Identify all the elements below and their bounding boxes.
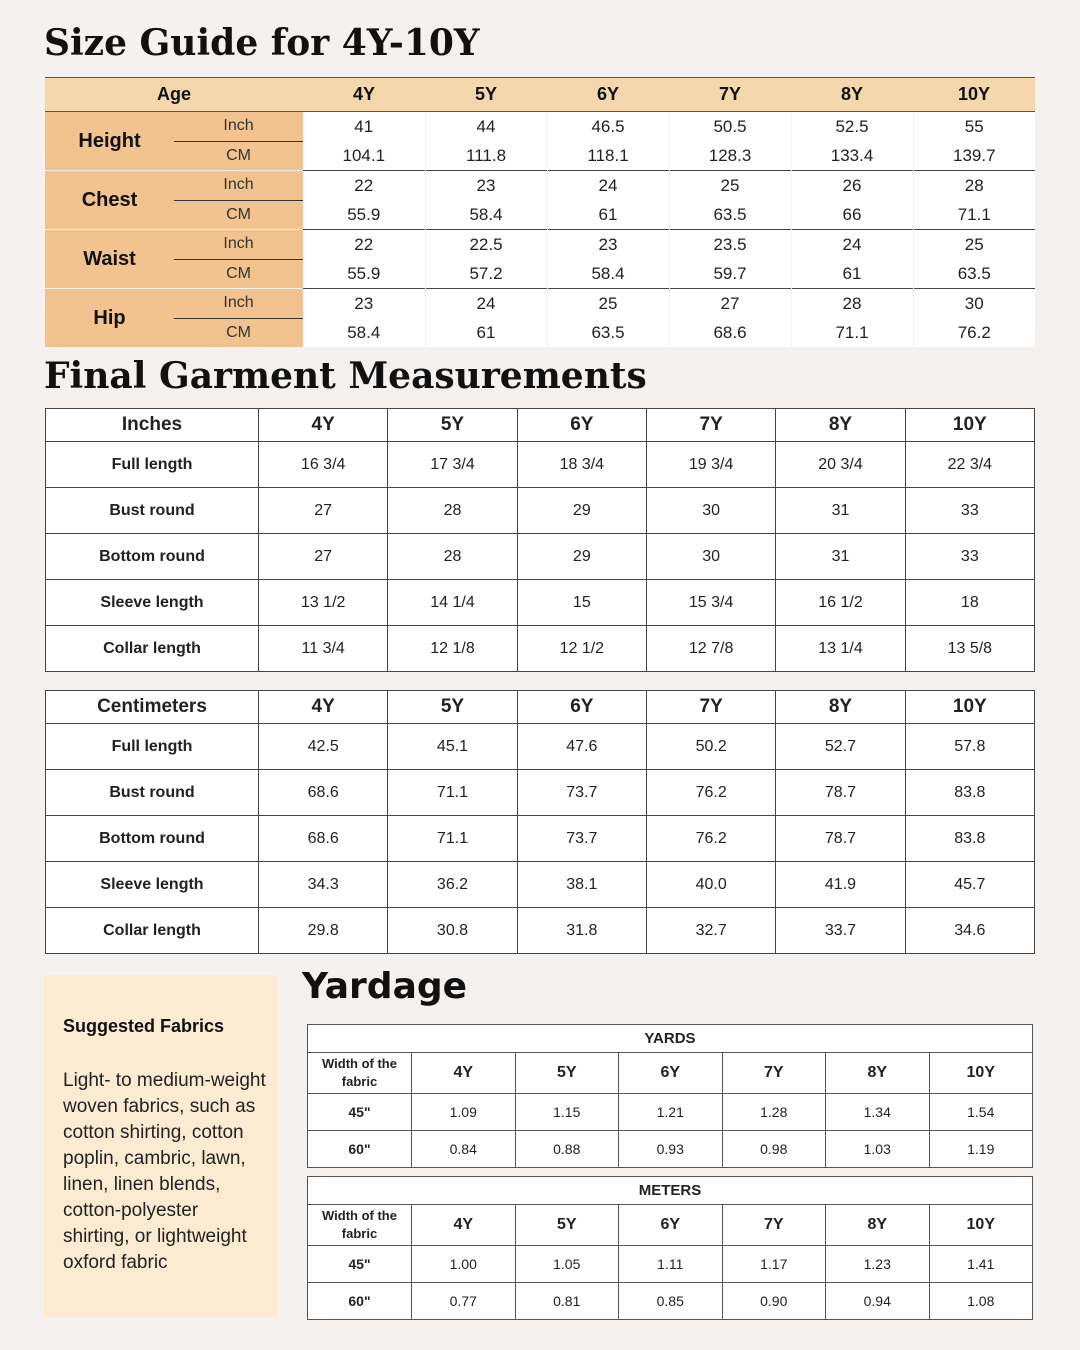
- table-row: [308, 1094, 1033, 1131]
- yardage-meters-table: [307, 1176, 1033, 1320]
- table-cell: 25: [669, 171, 791, 201]
- table-cell: 71.1: [388, 816, 517, 862]
- table-cell: 46.5: [547, 112, 669, 142]
- garment-centimeters-table: [45, 690, 1035, 954]
- size-row-chest-inch: [45, 171, 1035, 201]
- table-cell: 25: [913, 230, 1035, 260]
- table-cell: 52.7: [776, 724, 905, 770]
- table-cell: 23.5: [669, 230, 791, 260]
- table-cell: 24: [791, 230, 913, 260]
- size-header-6Y: 6Y: [619, 1205, 723, 1246]
- table-cell: 20 3/4: [776, 442, 905, 488]
- size-row-waist-inch: [45, 230, 1035, 260]
- size-header-10Y: 10Y: [929, 1205, 1033, 1246]
- measure-label-hip: Hip: [45, 289, 174, 348]
- table-cell: 27: [669, 289, 791, 319]
- table-cell: 27: [259, 534, 388, 580]
- table-cell: 1.28: [722, 1094, 826, 1131]
- size-header-5Y: 5Y: [515, 1053, 619, 1094]
- table-cell: 128.3: [669, 141, 791, 171]
- table-cell: 23: [547, 230, 669, 260]
- size-header-5Y: 5Y: [425, 78, 547, 112]
- table-row: [46, 816, 1035, 862]
- table-cell: 31: [776, 488, 905, 534]
- table-header-row: [46, 691, 1035, 724]
- table-row: [46, 770, 1035, 816]
- table-cell: 16 3/4: [259, 442, 388, 488]
- table-cell: 57.2: [425, 259, 547, 289]
- table-cell: 23: [303, 289, 425, 319]
- caption-row: [308, 1025, 1033, 1053]
- row-label: Full length: [46, 724, 259, 770]
- table-cell: 22: [303, 230, 425, 260]
- fabric-width-label: 60": [308, 1131, 412, 1168]
- table-cell: 104.1: [303, 141, 425, 171]
- table-cell: 118.1: [547, 141, 669, 171]
- unit-cm-label: CM: [174, 200, 303, 230]
- table-cell: 83.8: [905, 770, 1034, 816]
- table-cell: 78.7: [776, 770, 905, 816]
- row-label: Collar length: [46, 908, 259, 954]
- table-cell: 1.11: [619, 1246, 723, 1283]
- table-cell: 1.34: [826, 1094, 930, 1131]
- table-cell: 71.1: [388, 770, 517, 816]
- table-cell: 22 3/4: [905, 442, 1034, 488]
- table-row: [46, 724, 1035, 770]
- size-header-5Y: 5Y: [515, 1205, 619, 1246]
- table-cell: 61: [547, 200, 669, 230]
- table-cell: 58.4: [425, 200, 547, 230]
- table-cell: 40.0: [646, 862, 775, 908]
- table-cell: 28: [388, 534, 517, 580]
- table-cell: 0.94: [826, 1283, 930, 1320]
- table-cell: 24: [425, 289, 547, 319]
- age-header: Age: [45, 78, 303, 112]
- table-cell: 13 1/2: [259, 580, 388, 626]
- table-cell: 76.2: [913, 318, 1035, 347]
- inches-unit-header: Inches: [46, 409, 259, 442]
- table-cell: 22.5: [425, 230, 547, 260]
- table-cell: 0.81: [515, 1283, 619, 1320]
- table-cell: 50.5: [669, 112, 791, 142]
- size-header-6Y: 6Y: [619, 1053, 723, 1094]
- table-cell: 1.03: [826, 1131, 930, 1168]
- yardage-title: Yardage: [302, 966, 468, 1007]
- table-cell: 30: [913, 289, 1035, 319]
- final-garment-title: Final Garment Measurements: [44, 355, 647, 397]
- table-cell: 15: [517, 580, 646, 626]
- size-row-chest-cm: [45, 200, 1035, 230]
- table-cell: 78.7: [776, 816, 905, 862]
- table-cell: 24: [547, 171, 669, 201]
- table-cell: 1.08: [929, 1283, 1033, 1320]
- size-header-4Y: 4Y: [412, 1205, 516, 1246]
- table-cell: 17 3/4: [388, 442, 517, 488]
- caption-row: [308, 1177, 1033, 1205]
- size-header-10Y: 10Y: [905, 691, 1034, 724]
- table-cell: 61: [791, 259, 913, 289]
- table-cell: 18 3/4: [517, 442, 646, 488]
- table-cell: 15 3/4: [646, 580, 775, 626]
- table-cell: 68.6: [669, 318, 791, 347]
- size-header-5Y: 5Y: [388, 409, 517, 442]
- table-cell: 61: [425, 318, 547, 347]
- table-header-row: [308, 1205, 1033, 1246]
- table-cell: 66: [791, 200, 913, 230]
- unit-inch-label: Inch: [174, 171, 303, 201]
- table-cell: 32.7: [646, 908, 775, 954]
- size-row-waist-cm: [45, 259, 1035, 289]
- yards-caption: YARDS: [308, 1025, 1033, 1053]
- table-cell: 27: [259, 488, 388, 534]
- table-cell: 57.8: [905, 724, 1034, 770]
- table-cell: 1.15: [515, 1094, 619, 1131]
- table-row: [46, 442, 1035, 488]
- width-of-fabric-header: Width of the fabric: [308, 1205, 412, 1246]
- unit-inch-label: Inch: [174, 112, 303, 142]
- measure-label-height: Height: [45, 112, 174, 171]
- table-row: [308, 1246, 1033, 1283]
- table-cell: 0.85: [619, 1283, 723, 1320]
- table-header-row: [46, 409, 1035, 442]
- suggested-fabrics-title: Suggested Fabrics: [63, 1016, 225, 1036]
- unit-cm-label: CM: [174, 318, 303, 347]
- table-row: [308, 1131, 1033, 1168]
- table-cell: 29: [517, 488, 646, 534]
- table-cell: 30: [646, 534, 775, 580]
- table-cell: 58.4: [547, 259, 669, 289]
- row-label: Collar length: [46, 626, 259, 672]
- width-of-fabric-header: Width of the fabric: [308, 1053, 412, 1094]
- table-cell: 0.88: [515, 1131, 619, 1168]
- table-cell: 11 3/4: [259, 626, 388, 672]
- table-cell: 1.00: [412, 1246, 516, 1283]
- size-header-4Y: 4Y: [303, 78, 425, 112]
- size-header-8Y: 8Y: [776, 409, 905, 442]
- size-header-10Y: 10Y: [905, 409, 1034, 442]
- table-cell: 13 1/4: [776, 626, 905, 672]
- row-label: Bottom round: [46, 534, 259, 580]
- table-cell: 71.1: [791, 318, 913, 347]
- table-row: [46, 580, 1035, 626]
- table-cell: 31: [776, 534, 905, 580]
- unit-inch-label: Inch: [174, 230, 303, 260]
- size-header-10Y: 10Y: [929, 1053, 1033, 1094]
- table-cell: 33: [905, 534, 1034, 580]
- table-cell: 36.2: [388, 862, 517, 908]
- table-cell: 33.7: [776, 908, 905, 954]
- table-cell: 0.84: [412, 1131, 516, 1168]
- table-cell: 14 1/4: [388, 580, 517, 626]
- table-cell: 52.5: [791, 112, 913, 142]
- row-label: Sleeve length: [46, 580, 259, 626]
- table-cell: 38.1: [517, 862, 646, 908]
- size-header-6Y: 6Y: [547, 78, 669, 112]
- table-cell: 1.41: [929, 1246, 1033, 1283]
- size-header-5Y: 5Y: [388, 691, 517, 724]
- table-cell: 29: [517, 534, 646, 580]
- table-cell: 47.6: [517, 724, 646, 770]
- table-cell: 19 3/4: [646, 442, 775, 488]
- table-cell: 1.17: [722, 1246, 826, 1283]
- table-cell: 45.7: [905, 862, 1034, 908]
- size-header-10Y: 10Y: [913, 78, 1035, 112]
- table-cell: 139.7: [913, 141, 1035, 171]
- table-cell: 1.05: [515, 1246, 619, 1283]
- table-cell: 41: [303, 112, 425, 142]
- table-cell: 44: [425, 112, 547, 142]
- row-label: Sleeve length: [46, 862, 259, 908]
- table-cell: 26: [791, 171, 913, 201]
- size-header-8Y: 8Y: [826, 1053, 930, 1094]
- garment-inches-table: [45, 408, 1035, 672]
- size-header-8Y: 8Y: [826, 1205, 930, 1246]
- table-cell: 31.8: [517, 908, 646, 954]
- row-label: Bust round: [46, 770, 259, 816]
- table-cell: 42.5: [259, 724, 388, 770]
- table-cell: 28: [388, 488, 517, 534]
- unit-cm-label: CM: [174, 141, 303, 171]
- meters-caption: METERS: [308, 1177, 1033, 1205]
- table-cell: 0.98: [722, 1131, 826, 1168]
- table-cell: 1.19: [929, 1131, 1033, 1168]
- fabric-width-label: 45": [308, 1094, 412, 1131]
- table-cell: 12 1/8: [388, 626, 517, 672]
- table-cell: 73.7: [517, 816, 646, 862]
- table-cell: 28: [791, 289, 913, 319]
- suggested-fabrics-text: Light- to medium-weight woven fabrics, such as cotton shirting, cotton poplin, cambric, lawn, linen, linen blends, cotton-polyester shirting, or lightweight oxford fabric: [63, 1070, 266, 1273]
- table-cell: 12 1/2: [517, 626, 646, 672]
- table-cell: 83.8: [905, 816, 1034, 862]
- measure-label-waist: Waist: [45, 230, 174, 289]
- table-cell: 1.54: [929, 1094, 1033, 1131]
- size-header-7Y: 7Y: [722, 1053, 826, 1094]
- table-row: [46, 534, 1035, 580]
- size-header-6Y: 6Y: [517, 409, 646, 442]
- table-cell: 30: [646, 488, 775, 534]
- table-cell: 63.5: [669, 200, 791, 230]
- table-row: [308, 1283, 1033, 1320]
- yardage-yards-table: [307, 1024, 1033, 1168]
- size-header-7Y: 7Y: [646, 691, 775, 724]
- table-cell: 63.5: [547, 318, 669, 347]
- table-cell: 0.93: [619, 1131, 723, 1168]
- table-cell: 68.6: [259, 816, 388, 862]
- table-cell: 71.1: [913, 200, 1035, 230]
- table-cell: 76.2: [646, 816, 775, 862]
- size-row-height-inch: [45, 112, 1035, 142]
- table-cell: 23: [425, 171, 547, 201]
- table-cell: 111.8: [425, 141, 547, 171]
- table-cell: 1.09: [412, 1094, 516, 1131]
- table-row: [46, 626, 1035, 672]
- row-label: Full length: [46, 442, 259, 488]
- table-cell: 73.7: [517, 770, 646, 816]
- table-cell: 0.77: [412, 1283, 516, 1320]
- table-cell: 58.4: [303, 318, 425, 347]
- size-row-hip-inch: [45, 289, 1035, 319]
- table-cell: 33: [905, 488, 1034, 534]
- size-header-4Y: 4Y: [412, 1053, 516, 1094]
- measure-label-chest: Chest: [45, 171, 174, 230]
- table-cell: 29.8: [259, 908, 388, 954]
- size-header-6Y: 6Y: [517, 691, 646, 724]
- size-header-4Y: 4Y: [259, 409, 388, 442]
- size-header-7Y: 7Y: [646, 409, 775, 442]
- size-guide-table: [45, 77, 1035, 347]
- size-header-4Y: 4Y: [259, 691, 388, 724]
- table-cell: 0.90: [722, 1283, 826, 1320]
- row-label: Bottom round: [46, 816, 259, 862]
- size-header-7Y: 7Y: [669, 78, 791, 112]
- table-cell: 25: [547, 289, 669, 319]
- table-cell: 59.7: [669, 259, 791, 289]
- table-cell: 12 7/8: [646, 626, 775, 672]
- size-guide-title: Size Guide for 4Y-10Y: [44, 22, 480, 64]
- size-header-7Y: 7Y: [722, 1205, 826, 1246]
- table-cell: 133.4: [791, 141, 913, 171]
- table-row: [46, 488, 1035, 534]
- table-cell: 28: [913, 171, 1035, 201]
- table-cell: 41.9: [776, 862, 905, 908]
- size-row-hip-cm: [45, 318, 1035, 347]
- table-cell: 22: [303, 171, 425, 201]
- fabric-width-label: 60": [308, 1283, 412, 1320]
- centimeters-unit-header: Centimeters: [46, 691, 259, 724]
- size-guide-header-row: [45, 78, 1035, 112]
- fabric-width-label: 45": [308, 1246, 412, 1283]
- table-cell: 45.1: [388, 724, 517, 770]
- table-cell: 1.21: [619, 1094, 723, 1131]
- row-label: Bust round: [46, 488, 259, 534]
- table-cell: 55: [913, 112, 1035, 142]
- size-header-8Y: 8Y: [776, 691, 905, 724]
- table-header-row: [308, 1053, 1033, 1094]
- size-row-height-cm: [45, 141, 1035, 171]
- table-cell: 34.6: [905, 908, 1034, 954]
- table-row: [46, 862, 1035, 908]
- table-cell: 16 1/2: [776, 580, 905, 626]
- unit-cm-label: CM: [174, 259, 303, 289]
- table-cell: 50.2: [646, 724, 775, 770]
- table-cell: 1.23: [826, 1246, 930, 1283]
- table-cell: 30.8: [388, 908, 517, 954]
- table-cell: 34.3: [259, 862, 388, 908]
- table-cell: 13 5/8: [905, 626, 1034, 672]
- table-row: [46, 908, 1035, 954]
- table-cell: 76.2: [646, 770, 775, 816]
- table-cell: 55.9: [303, 200, 425, 230]
- unit-inch-label: Inch: [174, 289, 303, 319]
- table-cell: 18: [905, 580, 1034, 626]
- size-header-8Y: 8Y: [791, 78, 913, 112]
- table-cell: 55.9: [303, 259, 425, 289]
- table-cell: 63.5: [913, 259, 1035, 289]
- table-cell: 68.6: [259, 770, 388, 816]
